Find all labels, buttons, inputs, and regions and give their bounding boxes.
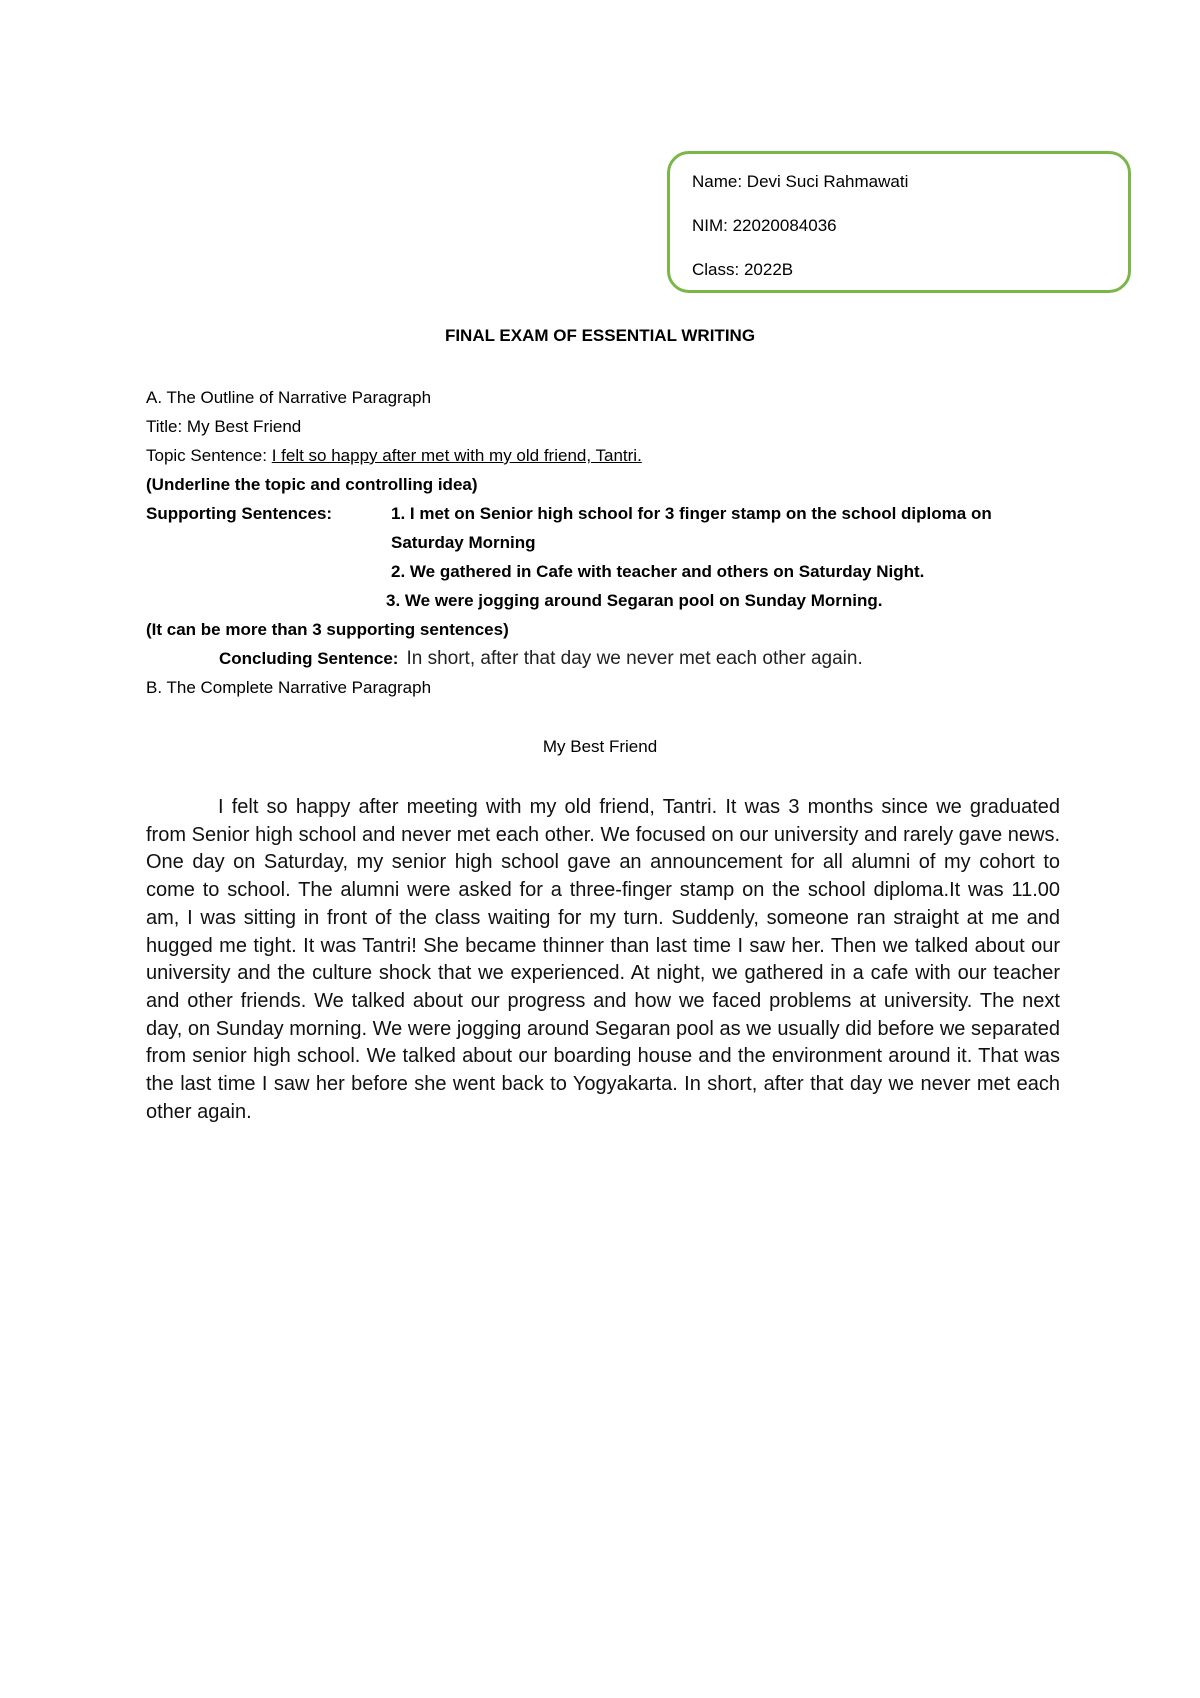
topic-sentence-line <box>146 441 1066 470</box>
supporting-line-1 <box>146 499 1066 528</box>
underline-note: (Underline the topic and controlling idea) <box>146 475 478 494</box>
topic-sentence-topic: I felt so happy <box>271 446 383 465</box>
student-info-box <box>667 151 1131 293</box>
section-a-heading: A. The Outline of Narrative Paragraph <box>146 388 432 407</box>
student-class: Class: 2022B <box>692 260 794 279</box>
story-paragraph: I felt so happy after meeting with my old friend, Tantri. It was 3 months since we graduated from Senior high school and never met each other. We focused on our university and rarely gave news. One day on Saturday, my senior high school gave an announcement for all alumni of my cohort to come to school. The alumni were asked for a three-finger stamp on the school diploma.It was 11.00 am, I was sitting in front of the class waiting for my turn. Suddenly, someone ran straight at me and hugged me tight. It was Tantri! She became thinner than last time I saw her. Then we talked about our university and the culture shock that we experienced. At night, we gathered in a cafe with our teacher and other friends. We talked about our progress and how we faced problems at university. The next day, on Sunday morning. We were jogging around Segaran pool as we usually did before we separated from senior high school. We talked about our boarding house and the environment around it. That was the last time I saw her before she went back to Yogyakarta. In short, after that day we never met each other again. <box>146 796 1060 1123</box>
outline-section <box>146 383 1066 702</box>
student-nim: NIM: 22020084036 <box>692 216 837 235</box>
concluding-line <box>146 644 1066 673</box>
topic-sentence-controlling-idea: after met with my old friend, Tantri. <box>382 446 642 465</box>
concluding-text: In short, after that day we never met each other again. <box>406 648 863 669</box>
exam-title: FINAL EXAM OF ESSENTIAL WRITING <box>444 326 756 345</box>
section-b-heading: B. The Complete Narrative Paragraph <box>146 678 432 697</box>
support-1a: 1. I met on Senior high school for 3 finger stamp on the school diploma on <box>391 504 992 523</box>
supporting-label: Supporting Sentences: <box>146 504 333 523</box>
student-name: Name: Devi Suci Rahmawati <box>692 172 909 191</box>
story-title: My Best Friend <box>542 737 658 756</box>
concluding-label: Concluding Sentence: <box>219 649 399 668</box>
topic-sentence-label: Topic Sentence: <box>146 446 272 465</box>
more-support-note: (It can be more than 3 supporting sentences) <box>146 620 509 639</box>
support-3: 3. We were jogging around Segaran pool on Sunday Morning. <box>386 591 883 610</box>
outline-title-line: Title: My Best Friend <box>146 417 302 436</box>
support-2: 2. We gathered in Cafe with teacher and others on Saturday Night. <box>391 562 925 581</box>
support-1b: Saturday Morning <box>391 533 536 552</box>
